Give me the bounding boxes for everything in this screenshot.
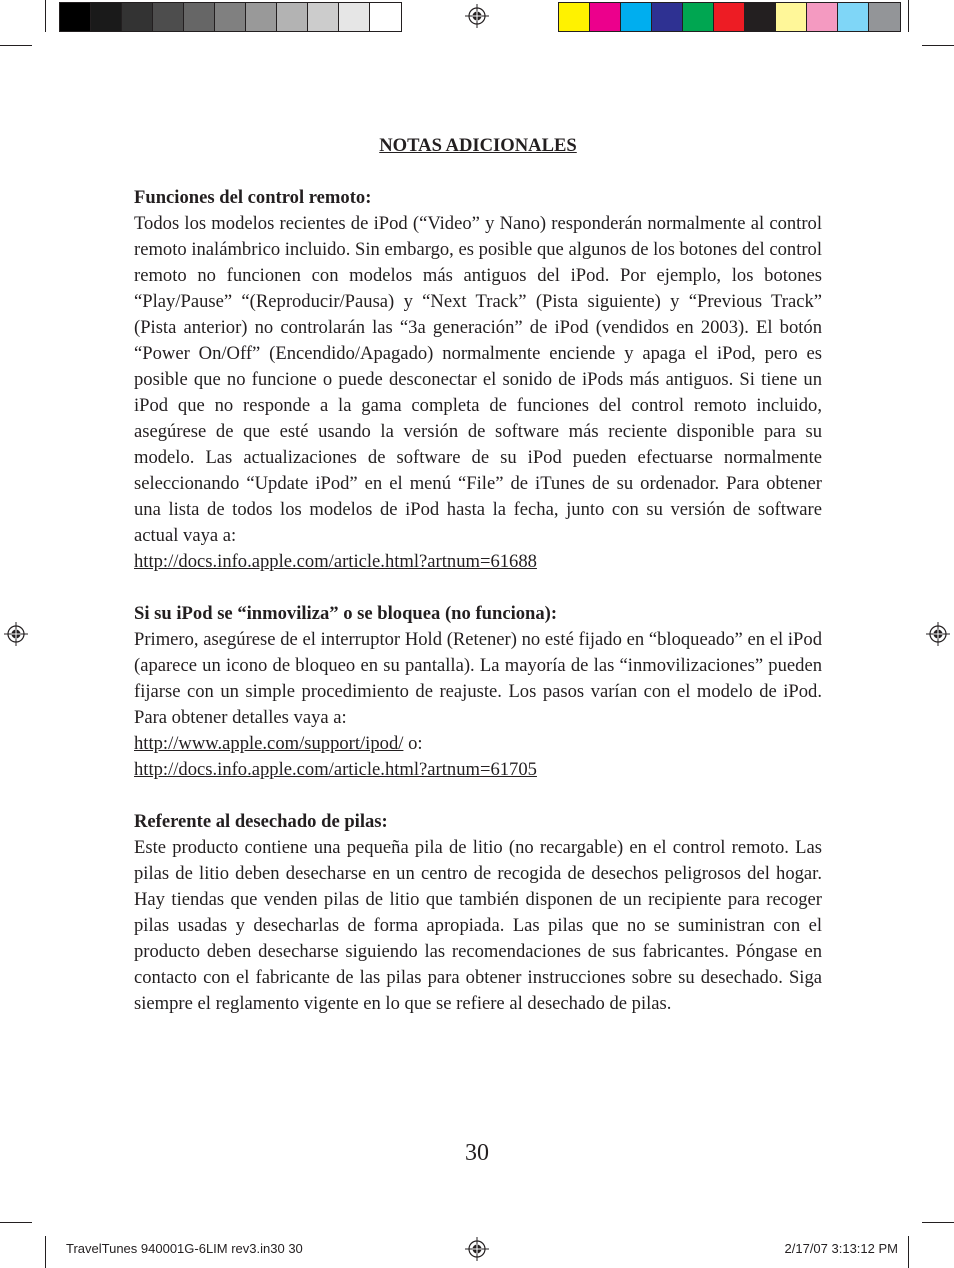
color-swatch — [91, 3, 122, 31]
color-swatch — [714, 3, 745, 31]
color-swatch — [246, 3, 277, 31]
section-heading-battery-disposal: Referente al desechado de pilas: — [134, 811, 388, 832]
page-title: NOTAS ADICIONALES — [379, 135, 577, 156]
crop-mark — [0, 1222, 32, 1223]
slug-file-info: TravelTunes 940001G-6LIM rev3.in30 30 — [66, 1241, 303, 1256]
color-swatch — [807, 3, 838, 31]
color-swatch — [683, 3, 714, 31]
link-reset-article[interactable]: http://docs.info.apple.com/article.html?artnum=61705 — [134, 759, 537, 780]
section-body-ipod-freeze: Primero, asegúrese de el interruptor Hold (Retener) no esté fijado en “bloqueado” en el iPod (aparece un icono de bloqueo en su pantalla). La mayoría de las “inmovilizaciones” pueden fijarse con un simple procedimiento de reajuste. Los pasos varían con el modelo de iPod. Para obtener detalles vaya a: — [134, 629, 822, 728]
process-color-bar — [558, 2, 901, 32]
color-swatch — [184, 3, 215, 31]
grayscale-color-bar — [59, 2, 402, 32]
registration-mark-icon — [926, 622, 950, 646]
color-swatch — [559, 3, 590, 31]
link-software-versions[interactable]: http://docs.info.apple.com/article.html?artnum=61688 — [134, 551, 537, 572]
crop-mark — [922, 1222, 954, 1223]
crop-mark — [908, 0, 909, 32]
crop-mark — [45, 1236, 46, 1268]
registration-mark-icon — [465, 4, 489, 28]
section-body-remote-functions: Todos los modelos recientes de iPod (“Video” y Nano) responderán normalmente al control remoto inalámbrico incluido. Sin embargo, es posible que algunos de los botones del control remoto no funcionen con modelos más antiguos del iPod. Por ejemplo, los botones “Play/Pause” “(Reproducir/Pausa) y “Next Track” (Pista siguiente) y “Previous Track” (Pista anterior) no controlarán las “3a generación” de iPod (vendidos en 2003). El botón “Power On/Off” (Encendido/Apagado) normalmente enciende y apaga el iPod, pero es posible que no funcione o puede desconectar el sonido de iPods más antiguos. Si tiene un iPod que no responde a la gama completa de funciones del control remoto incluido, asegúrese de que esté usando la versión de software más reciente disponible para su modelo. Las actualizaciones de software de su iPod pueden efectuarse normalmente seleccionando “Update iPod” en el menú “File” de iTunes de su ordenador. Para obtener una lista de todos los modelos de iPod hasta la fecha, junto con su versión de software actual vaya a: — [134, 213, 823, 546]
registration-mark-icon — [465, 1237, 489, 1261]
page-content — [134, 133, 822, 1017]
color-swatch — [277, 3, 308, 31]
color-swatch — [590, 3, 621, 31]
link-suffix: o: — [403, 733, 423, 754]
section-body-battery-disposal: Este producto contiene una pequeña pila de litio (no recargable) en el control remoto. Las pilas de litio deben desecharse en un centro de recogida de desechos peligrosos del hogar. Hay tiendas que venden pilas de litio que también disponen de un recipiente para recoger pilas usadas y desecharlas de forma apropiada. Las pilas que no se suministran con el producto deben desecharse siguiendo las recomendaciones de sus fabricantes. Póngase en contacto con el fabricante de las pilas para obtener instrucciones sobre su desechado. Siga siempre el reglamento vigente en lo que se refiere al desechado de pilas. — [134, 837, 822, 1014]
crop-mark — [45, 0, 46, 32]
page-number: 30 — [465, 1140, 489, 1166]
color-swatch — [776, 3, 807, 31]
color-swatch — [339, 3, 370, 31]
color-swatch — [60, 3, 91, 31]
color-swatch — [838, 3, 869, 31]
color-swatch — [122, 3, 153, 31]
color-swatch — [215, 3, 246, 31]
color-swatch — [745, 3, 776, 31]
link-ipod-support[interactable]: http://www.apple.com/support/ipod/ — [134, 733, 404, 754]
crop-mark — [0, 45, 32, 46]
registration-mark-icon — [4, 622, 28, 646]
link-line — [134, 731, 822, 757]
section-heading-remote-functions: Funciones del control remoto: — [134, 187, 372, 208]
slug-date-info: 2/17/07 3:13:12 PM — [784, 1241, 898, 1256]
link-line — [134, 549, 822, 575]
crop-mark — [908, 1236, 909, 1268]
color-swatch — [869, 3, 900, 31]
crop-mark — [922, 45, 954, 46]
color-swatch — [370, 3, 401, 31]
link-line — [134, 757, 822, 783]
color-swatch — [308, 3, 339, 31]
color-swatch — [153, 3, 184, 31]
color-swatch — [652, 3, 683, 31]
color-swatch — [621, 3, 652, 31]
section-heading-ipod-freeze: Si su iPod se “inmoviliza” o se bloquea (no funciona): — [134, 603, 558, 624]
